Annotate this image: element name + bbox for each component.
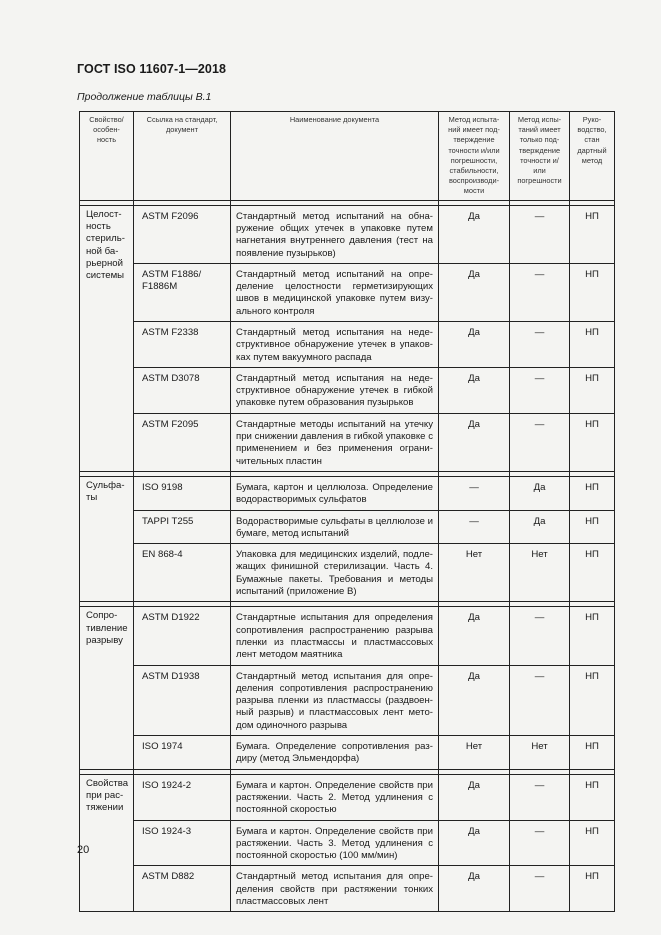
header-precision: Метод испыта- ний имеет под- тверждение точности и/или погрешности, стабильности, воспроизводи- мости	[439, 112, 510, 201]
guide-cell: НП	[570, 322, 615, 368]
table-body	[80, 200, 615, 912]
precision-cell: Да	[439, 263, 510, 321]
precision-cell: Да	[439, 866, 510, 912]
precision-cell: Нет	[439, 544, 510, 602]
reference-cell: ASTM F2095	[134, 413, 231, 471]
table-row	[80, 367, 615, 413]
table-row	[80, 774, 615, 820]
table-row	[80, 820, 615, 866]
table-header-row	[80, 112, 615, 201]
document-name-cell: Бумага. Определение сопротивления раздиру (метод Эльмендорфа)	[231, 736, 439, 770]
reference-cell: ASTM F2338	[134, 322, 231, 368]
accuracy-cell: Нет	[510, 544, 570, 602]
document-name-cell: Упаковка для медицинских изделий, подлежащих финишной стерилизации. Часть 4. Бумажные пакеты. Требования и методы испытаний (приложение В)	[231, 544, 439, 602]
table-row	[80, 476, 615, 510]
accuracy-cell: Да	[510, 476, 570, 510]
precision-cell: Да	[439, 820, 510, 866]
accuracy-cell: —	[510, 205, 570, 263]
property-cell: Сопро- тивление разрыву	[80, 607, 134, 769]
precision-cell: Да	[439, 774, 510, 820]
document-name-cell: Стандартные методы испытаний на утечку при снижении давления в гибкой упаковке с применением и без применения ограничительных пластин	[231, 413, 439, 471]
table-row	[80, 544, 615, 602]
document-name-cell: Стандартный метод испытания на недеструктивное обнаружение утечек в упаковках путем вакуумного распада	[231, 322, 439, 368]
guide-cell: НП	[570, 665, 615, 735]
standards-table	[79, 111, 615, 912]
reference-cell: ASTM D1938	[134, 665, 231, 735]
reference-cell: ISO 1924-3	[134, 820, 231, 866]
guide-cell: НП	[570, 476, 615, 510]
document-header: ГОСТ ISO 11607-1—2018	[77, 62, 227, 76]
property-cell: Сульфа- ты	[80, 476, 134, 601]
accuracy-cell: —	[510, 322, 570, 368]
document-name-cell: Стандартный метод испытания для определения свойств при растяжении тонких пластмассовых лент	[231, 866, 439, 912]
guide-cell: НП	[570, 736, 615, 770]
document-name-cell: Стандартный метод испытания для определения сопротивления распространению разрыва пленки из пластмассы (раздвоенный разрыв) и пластмассовых лент методом одиночного разрыва	[231, 665, 439, 735]
reference-cell: ASTM F1886/ F1886M	[134, 263, 231, 321]
table-row	[80, 205, 615, 263]
document-name-cell: Бумага и картон. Определение свойств при растяжении. Часть 2. Метод удлинения с постоянной скоростью	[231, 774, 439, 820]
accuracy-cell: —	[510, 263, 570, 321]
table-row	[80, 413, 615, 471]
accuracy-cell: —	[510, 413, 570, 471]
precision-cell: Да	[439, 607, 510, 665]
accuracy-cell: Да	[510, 510, 570, 544]
table-row	[80, 322, 615, 368]
reference-cell: TAPPI T255	[134, 510, 231, 544]
table-row	[80, 866, 615, 912]
reference-cell: ASTM F2096	[134, 205, 231, 263]
precision-cell: Да	[439, 665, 510, 735]
precision-cell: —	[439, 510, 510, 544]
guide-cell: НП	[570, 510, 615, 544]
document-name-cell: Водорастворимые сульфаты в целлюлозе и бумаге, метод испытаний	[231, 510, 439, 544]
accuracy-cell: —	[510, 866, 570, 912]
reference-cell: ASTM D882	[134, 866, 231, 912]
guide-cell: НП	[570, 866, 615, 912]
precision-cell: Да	[439, 413, 510, 471]
reference-cell: ISO 9198	[134, 476, 231, 510]
accuracy-cell: —	[510, 665, 570, 735]
guide-cell: НП	[570, 774, 615, 820]
guide-cell: НП	[570, 544, 615, 602]
header-guide: Руко- водство, стан дартный метод	[570, 112, 615, 201]
property-cell: Целост- ность стериль- ной ба- рьерной системы	[80, 205, 134, 471]
reference-cell: EN 868-4	[134, 544, 231, 602]
header-reference: Ссылка на стандарт, документ	[134, 112, 231, 201]
document-name-cell: Бумага, картон и целлюлоза. Определение водорастворимых сульфатов	[231, 476, 439, 510]
page-number: 20	[77, 844, 90, 856]
document-name-cell: Стандартный метод испытаний на обнаружение общих утечек в упаковке путем нагнетания внутреннего давления (тест на появление пузырьков)	[231, 205, 439, 263]
header-document-name: Наименование документа	[231, 112, 439, 201]
precision-cell: —	[439, 476, 510, 510]
precision-cell: Нет	[439, 736, 510, 770]
guide-cell: НП	[570, 367, 615, 413]
table-row	[80, 665, 615, 735]
guide-cell: НП	[570, 820, 615, 866]
precision-cell: Да	[439, 367, 510, 413]
document-name-cell: Бумага и картон. Определение свойств при растяжении. Часть 3. Метод удлинения с постоянной скоростью (100 мм/мин)	[231, 820, 439, 866]
document-name-cell: Стандартный метод испытаний на определение целостности герметизирующих швов в медицинской упаковке путем визуального контроля	[231, 263, 439, 321]
accuracy-cell: —	[510, 774, 570, 820]
table-row	[80, 263, 615, 321]
guide-cell: НП	[570, 205, 615, 263]
reference-cell: ASTM D3078	[134, 367, 231, 413]
property-cell: Свойства при рас- тяжении	[80, 774, 134, 912]
guide-cell: НП	[570, 607, 615, 665]
reference-cell: ASTM D1922	[134, 607, 231, 665]
document-name-cell: Стандартный метод испытания на недеструктивное обнаружение утечек в гибкой упаковке путем образования пузырьков	[231, 367, 439, 413]
header-property: Свойство/ особен- ность	[80, 112, 134, 201]
header-accuracy: Метод испы- таний имеет только под- тверждение точности и/или погрешности	[510, 112, 570, 201]
reference-cell: ISO 1974	[134, 736, 231, 770]
table-row	[80, 607, 615, 665]
precision-cell: Да	[439, 205, 510, 263]
table-caption: Продолжение таблицы В.1	[77, 91, 212, 103]
table-row	[80, 510, 615, 544]
accuracy-cell: —	[510, 607, 570, 665]
accuracy-cell: —	[510, 367, 570, 413]
accuracy-cell: Нет	[510, 736, 570, 770]
table-row	[80, 736, 615, 770]
reference-cell: ISO 1924-2	[134, 774, 231, 820]
accuracy-cell: —	[510, 820, 570, 866]
precision-cell: Да	[439, 322, 510, 368]
document-name-cell: Стандартные испытания для определения сопротивления распространению разрыва пленки из пластмассы и пластмассовых лент методом маятника	[231, 607, 439, 665]
guide-cell: НП	[570, 263, 615, 321]
guide-cell: НП	[570, 413, 615, 471]
